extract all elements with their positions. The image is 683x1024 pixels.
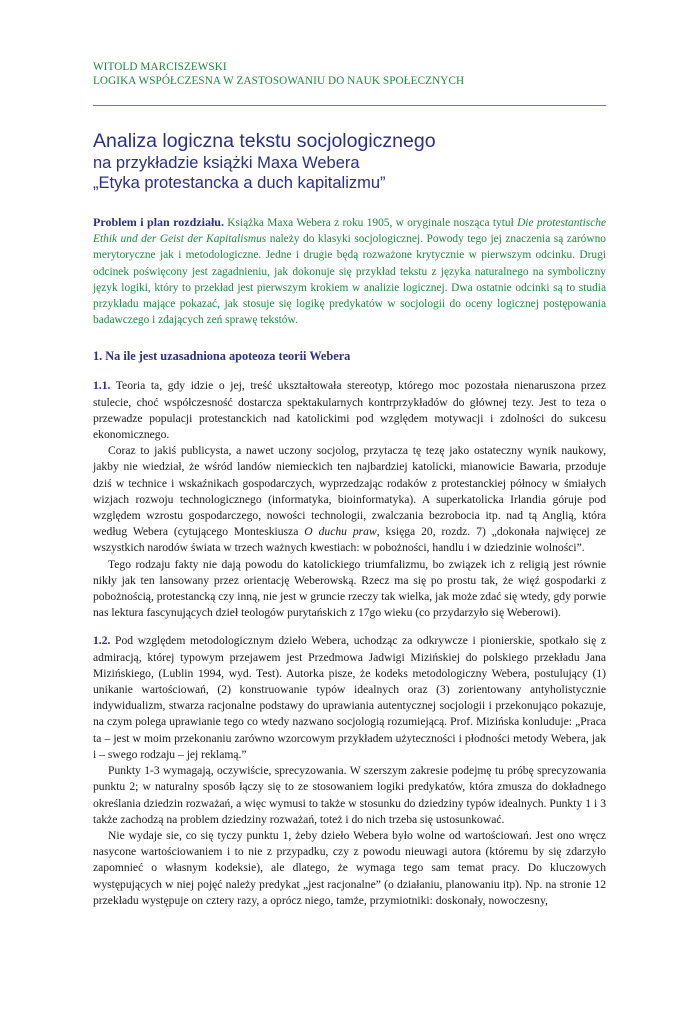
abstract-lead: Problem i plan rozdziału.	[93, 215, 224, 229]
abstract-text-1: Książka Maxa Webera z roku 1905, w oryginale nosząca tytuł	[223, 217, 518, 229]
section-heading: 1. Na ile jest uzasadniona apoteoza teorii Webera	[93, 349, 351, 364]
document-page	[93, 60, 606, 909]
abstract-text-2: należy do klasyki socjologicznej. Powody tego jej znaczenia są zarówno merytoryczne jak i metodologiczne. Jedne i drugie będą rozważone krytycznie w pierwszym odcinku. Drugi odcinek poświęcony jest zagadnieniu, jak dokonuje się przykład tekstu z języka naturalnego na symboliczny język logiki, który to przekład jest pierwszym krokiem w analizie logicznej. Dwa ostatnie odcinki są to studia przykładu mające pokazać, jak stosuje się logikę predykatów w socjologii do oceny logicznej postępowania badawczego i zdających zeń sprawę tekstów.	[93, 233, 606, 327]
paragraph-1-2	[93, 633, 606, 763]
paragraph: Nie wydaje sie, co się tyczy punktu 1, żeby dzieło Webera było wolne od wartościowań. Jest ono wręcz nasycone wartościowaniem i to nie z przypadku, czy z powodu nieuwagi autora (któremu by się zdarzyło zapomnieć o własnym kodeksie), ale dlatego, że wymaga tego sam temat pracy. Do kluczowych występujących w niej pojęć należy predykat „jest racjonalne” (o działaniu, planowaniu itp). Np. na stronie 12 przekładu występuje on cztery razy, a oprócz niego, tamże, przymiotniki: doskonały, nowoczesny,	[93, 828, 606, 907]
paragraph-text: Coraz to jakiś publicysta, a nawet uczony socjolog, przytacza tę tezę jako ostateczny wynik naukowy, jakby nie wiedział, że wśród landów niemieckich ten najbardziej katolicki, mianowicie Bawaria, przoduje dziś w technice i wskaźnikach gospodarczych, wyprzedzając rodaków z protestanckiej północy w śmiałych wizjach rozwoju technologicznego (informatyka, bioinformatyka). A superkatolicka Irlandia góruje pod względem wzrostu gospodarczego, nowości technologii, zwalczania bezrobocia itp. nad tą Anglią, która według Webera (cytującego Monteskiusza	[93, 444, 606, 539]
paragraph-1-1	[93, 378, 606, 443]
paragraph-text: Pod względem metodologicznym dzieło Webera, uchodząc za odkrywcze i pionierskie, spotkało się z admiracją, której typowym przejawem jest Przedmowa Jadwigi Mizińskiej do polskiego przekładu Jana Mizińskiego, (Lublin 1994, wyd. Test). Autorka pisze, że kodeks metodologiczny Webera, postulujący (1) unikanie wartościowań, (2) konstruowanie typów idealnych oraz (3) zorientowany antyholistycznie indywidualizm, stwarza racjonalne podstawy do uprawiania autentycznej socjologii i przekonująco pokazuje, na czym polega uprawianie tego co wtedy nazwano socjologią rozumiejącą. Prof. Mizińska konluduje: „Praca ta – jest w moim przekonaniu zarówno wzorcowym przykładem użyteczności i płodności metody Webera, jak i – swego rodzaju – jej reklamą.”	[93, 634, 606, 761]
header-book-title: LOGIKA WSPÓŁCZESNA W ZASTOSOWANIU DO NAUK SPOŁECZNYCH	[93, 75, 465, 87]
header-author: WITOLD MARCISZEWSKI	[93, 61, 227, 73]
paragraph-number: 1.2.	[93, 634, 111, 648]
paragraph-text: Teoria ta, gdy idzie o jej, treść ukształtowała stereotyp, którego moc pozostała nienaruszona przez stulecie, choć współczesność dostarcza spektakularnych kontrprzykładów do głównej tezy. Jest to teza o przewadze populacji protestanckich nad katolickimi pod względem motywacji i zdolności do sukcesu ekonomicznego.	[93, 379, 606, 442]
paragraph-number: 1.1.	[93, 379, 111, 393]
abstract-book-title: Die protestantische Ethik und der Geist der Kapitalismus	[93, 217, 606, 246]
chapter-subtitle-line-2: „Etyka protestancka a duch kapitalizmu”	[93, 174, 386, 192]
running-header	[93, 60, 606, 88]
paragraph-text: , księga 20, rozdz. 7) „dokonała najwięcej ze wszystkich narodów świata w trzech ważnych kwestiach: w pobożności, handlu i w dziedzinie wolności”.	[93, 525, 606, 555]
header-divider	[93, 105, 606, 106]
paragraph: Tego rodzaju fakty nie dają powodu do katolickiego triumfalizmu, bo związek ich z religią jest równie nikły jak ten lansowany przez orientację Weberowską. Rzecz ma się po prostu tak, że więź gospodarki z pobożnością, protestancką czy inną, nie jest w gruncie rzeczy tak wielka, jak może zdać się wtedy, gdy porwie nas lektura fascynujących dzieł teologów purytańskich z 17go wieku (co przydarzyło się Weberowi).	[93, 557, 606, 620]
paragraph: Punkty 1-3 wymagają, oczywiście, sprecyzowania. W szerszym zakresie podejmę tu próbę sprecyzowania punktu 2; w naturalny sposób łączy się to ze stosowaniem logiki predykatów, która zmusza do dokładnego określania dziedzin rozważań, a więc wymusi to także w stosunku do dziedziny typów idealnych. Punkty 1 i 3 także zachodzą na problem dziedziny rozważań, toteż i do nich trzeba się ustosunkować.	[93, 764, 606, 826]
paragraph	[93, 443, 606, 556]
section-body	[93, 378, 606, 909]
chapter-subtitle-line-1: na przykładzie książki Maxa Webera	[93, 154, 360, 172]
chapter-abstract	[93, 214, 606, 328]
cited-title: O duchu praw	[304, 525, 377, 539]
chapter-title: Analiza logiczna tekstu socjologicznego	[93, 130, 436, 152]
